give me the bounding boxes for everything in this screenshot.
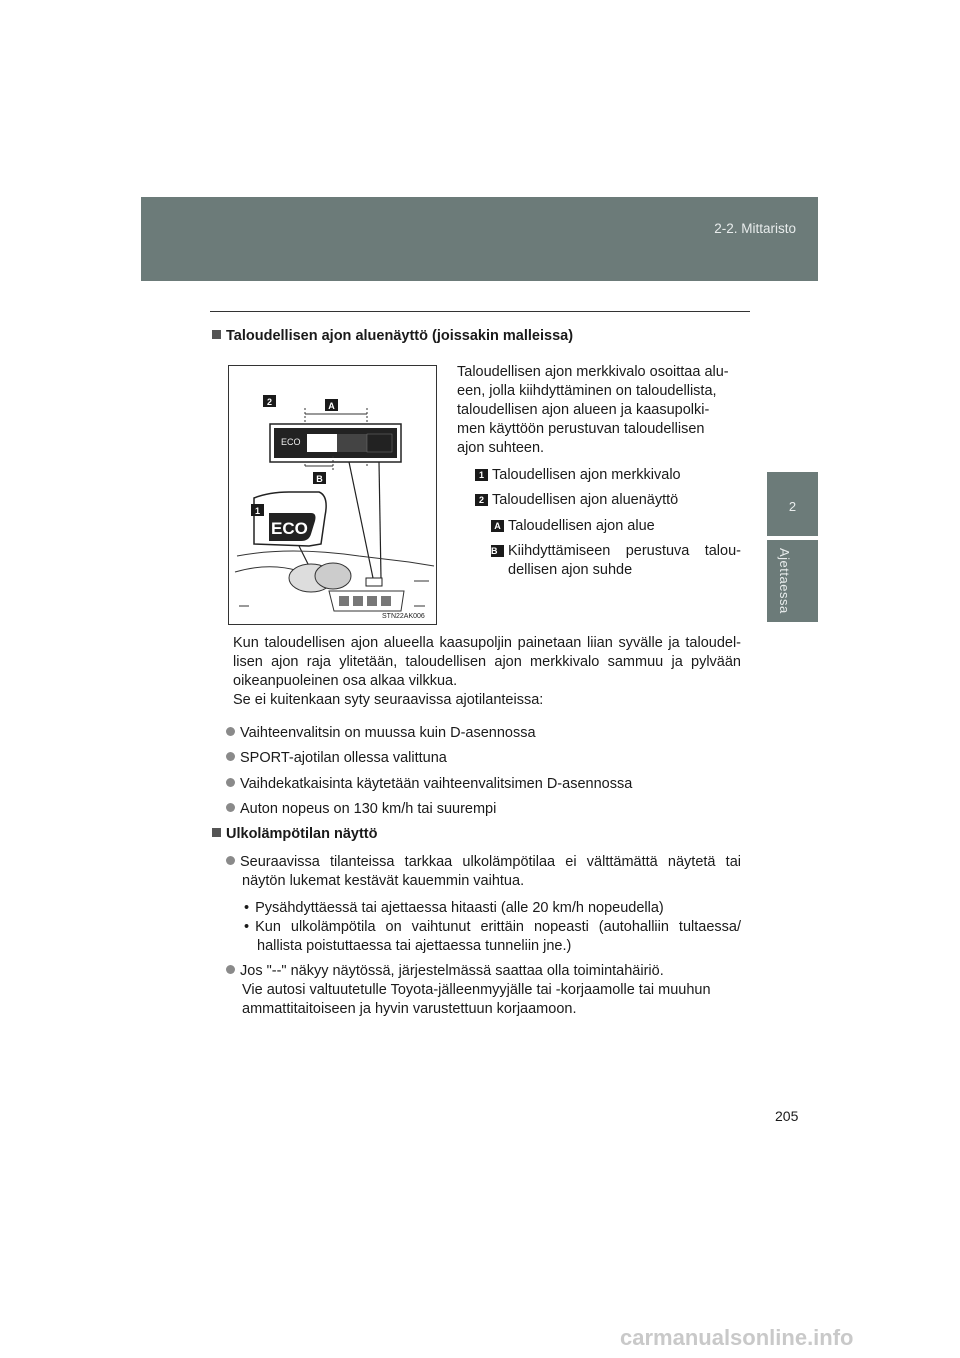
chapter-number: 2 — [767, 472, 818, 536]
bullet-dot-icon — [226, 803, 235, 812]
legend-item-2: 2 Taloudellisen ajon aluenäyttö — [475, 491, 678, 510]
section-title-eco: Taloudellisen ajon aluenäyttö (joissakin malleissa) — [212, 328, 573, 344]
badge-2: 2 — [475, 494, 488, 506]
chapter-label: Ajettaessa — [777, 548, 792, 614]
bullet-dot-icon — [226, 965, 235, 974]
label-1-text: 1 — [254, 506, 261, 516]
list-item: Auton nopeus on 130 km/h tai suurempi — [226, 800, 496, 819]
label-b-text: B — [316, 474, 323, 484]
list-item: Vaihdekatkaisinta käytetään vaihteenvalitsimen D-asennossa — [226, 775, 632, 794]
eco-illustration — [229, 366, 436, 624]
eco-indicator-figure — [228, 365, 437, 625]
badge-b: B — [491, 545, 504, 557]
section-header: 2-2. Mittaristo — [714, 221, 796, 236]
sub-list-item: • Kun ulkolämpötila on vaihtunut erittäin nopeasti (autohalliin tultaessa/ hallista poistuttaessa tai ajettaessa tunneliin jne.) — [244, 919, 741, 954]
bullet-dot-icon — [226, 778, 235, 787]
badge-1: 1 — [475, 469, 488, 481]
eco-big-text: ECO — [271, 519, 308, 538]
sub-list-item: • Pysähdyttäessä tai ajettaessa hitaasti (alle 20 km/h nopeudella) — [244, 900, 664, 916]
bullet-dot-icon — [226, 856, 235, 865]
label-2-text: 2 — [266, 397, 273, 407]
badge-a: A — [491, 520, 504, 532]
top-rule — [210, 311, 750, 312]
figure-code: STN22AK006 — [382, 613, 425, 620]
bullet-dot-icon — [226, 752, 235, 761]
legend-item-a: A Taloudellisen ajon alue — [491, 517, 655, 536]
list-item: Jos "--" näkyy näytössä, järjestelmässä saattaa olla toimintahäiriö. Vie autosi valtuutetulle Toyota-jälleenmyyjälle tai -korjaamolle tai muuhun ammattitaitoiseen ja hyvin varustettuun korjaamoon. — [226, 962, 741, 1019]
square-bullet-icon — [212, 330, 221, 339]
legend-item-1: 1 Taloudellisen ajon merkkivalo — [475, 466, 681, 485]
list-item: Vaihteenvalitsin on muussa kuin D-asennossa — [226, 724, 536, 743]
label-a-text: A — [328, 401, 335, 411]
legend-item-b: B Kiihdyttämiseen perustuva talou- dellisen ajon suhde — [491, 543, 741, 578]
section-title-temperature: Ulkolämpötilan näyttö — [212, 826, 377, 842]
page-number: 205 — [775, 1108, 799, 1124]
warning-paragraph: Kun taloudellisen ajon alueella kaasupoljin painetaan liian syvälle ja taloudel- lisen ajon raja ylitetään, taloudellisen ajon merkkivalo sammuu ja pylvään oikeanpuoleinen osa alkaa vilkkua. Se ei kuitenkaan syty seuraavissa ajotilanteissa: — [233, 635, 741, 708]
square-bullet-icon — [212, 828, 221, 837]
bullet-dot-icon — [226, 727, 235, 736]
list-item: SPORT-ajotilan ollessa valittuna — [226, 749, 447, 768]
list-item: Seuraavissa tilanteissa tarkkaa ulkolämpötilaa ei välttämättä näytetä tai näytön lukemat kestävät kauemmin vaihtua. — [226, 853, 741, 891]
intro-paragraph: Taloudellisen ajon merkkivalo osoittaa alu- een, jolla kiihdyttäminen on taloudellista, taloudellisen ajon alueen ja kaasupolki- men käyttöön perustuvan taloudellisen ajon suhteen. — [457, 364, 729, 456]
chapter-tab — [767, 540, 818, 622]
watermark: carmanualsonline.info — [620, 1325, 854, 1350]
header-band — [141, 197, 818, 281]
eco-small-text: ECO — [281, 437, 301, 447]
